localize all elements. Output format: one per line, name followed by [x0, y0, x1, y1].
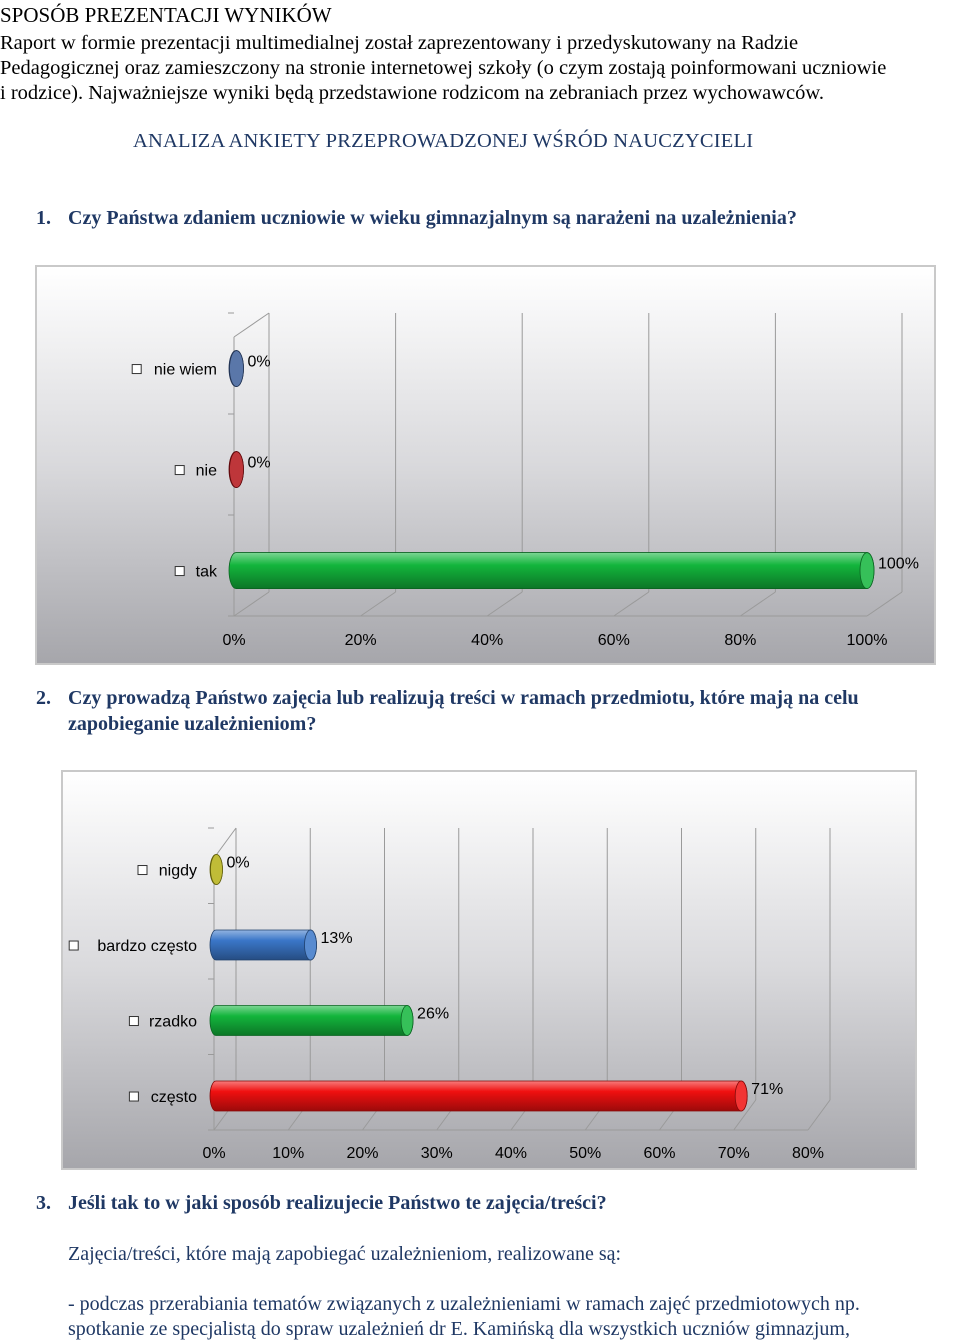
x-tick-label: 80%	[791, 1145, 825, 1162]
category-label: bardzo często	[97, 938, 197, 956]
answer-3-line-1: - podczas przerabiania tematów związanych z uzależnieniami w ramach zajęć przedmiotowych np.	[68, 1293, 860, 1315]
data-label: 0%	[247, 353, 271, 371]
intro-line-2: Pedagogicznej oraz zamieszczony na stronie internetowej szkoły (o czym zostają poinformowani uczniowie	[0, 57, 887, 79]
bar-cap	[230, 351, 244, 387]
chart-2	[61, 770, 917, 1170]
question-1-number: 1.	[36, 207, 51, 229]
question-1-text: Czy Państwa zdaniem uczniowie w wieku gimnazjalnym są narażeni na uzależnienia?	[68, 207, 797, 229]
legend-marker	[129, 1092, 138, 1101]
x-tick-label: 0%	[222, 632, 246, 649]
category-label: nie wiem	[153, 361, 217, 379]
bar-cap	[860, 553, 874, 589]
x-tick-label: 20%	[346, 1145, 379, 1162]
category-label: często	[150, 1089, 197, 1107]
x-tick-label: 0%	[202, 1145, 226, 1162]
bar-cap	[211, 855, 223, 885]
answer-3-line-2: spotkanie ze specjalistą do spraw uzależnień dr E. Kamińską dla wszystkich uczniów gimnazjum,	[68, 1318, 850, 1340]
legend-marker	[69, 941, 78, 950]
question-2-number: 2.	[36, 687, 51, 709]
x-tick-label: 40%	[494, 1145, 528, 1162]
x-tick-label: 20%	[344, 632, 377, 649]
question-3-text: Jeśli tak to w jaki sposób realizujecie Państwo te zajęcia/treści?	[68, 1192, 607, 1214]
intro-line-3: i rodzice). Najważniejsze wyniki będą przedstawione rodzicom na zebraniach przez wychowawców.	[0, 82, 824, 104]
bar	[210, 1006, 413, 1036]
legend-marker	[129, 1017, 138, 1026]
data-label: 100%	[878, 555, 919, 573]
bar	[210, 930, 317, 960]
data-label: 0%	[247, 454, 271, 472]
answer-3-intro: Zajęcia/treści, które mają zapobiegać uzależnieniom, realizowane są:	[68, 1243, 622, 1265]
question-3	[36, 1192, 607, 1215]
x-tick-label: 100%	[846, 632, 888, 649]
question-2-continued: zapobieganie uzależnieniom?	[68, 713, 317, 735]
category-label: nie	[195, 462, 217, 480]
question-2-text: Czy prowadzą Państwo zajęcia lub realizują treści w ramach przedmiotu, które mają na celu	[68, 687, 859, 709]
category-label: rzadko	[148, 1013, 197, 1031]
question-1	[36, 207, 797, 230]
legend-marker	[175, 466, 184, 475]
bar-cap	[735, 1081, 747, 1111]
bar-cap	[230, 452, 244, 488]
x-tick-label: 60%	[643, 1145, 676, 1162]
x-tick-label: 40%	[471, 632, 504, 649]
x-tick-label: 60%	[597, 632, 630, 649]
category-label: nigdy	[158, 862, 197, 880]
bar	[210, 1081, 747, 1111]
x-tick-label: 10%	[272, 1145, 305, 1162]
chart-1	[35, 265, 936, 665]
question-3-number: 3.	[36, 1192, 51, 1214]
bar-cap	[401, 1006, 413, 1036]
intro-line-1: Raport w formie prezentacji multimedialnej został zaprezentowany i przedyskutowany na Radzie	[0, 32, 799, 54]
x-tick-label: 50%	[569, 1145, 602, 1162]
x-tick-label: 80%	[724, 632, 757, 649]
intro-title: SPOSÓB PREZENTACJI WYNIKÓW	[0, 3, 332, 27]
data-label: 0%	[226, 854, 250, 872]
bar	[229, 553, 874, 589]
legend-marker	[175, 567, 184, 576]
chart-2-svg	[63, 772, 915, 1168]
section-heading: ANALIZA ANKIETY PRZEPROWADZONEJ WŚRÓD NAUCZYCIELI	[133, 130, 754, 152]
category-label: tak	[195, 563, 217, 581]
data-label: 13%	[320, 930, 353, 948]
data-label: 71%	[751, 1081, 784, 1099]
chart-1-svg	[37, 267, 934, 663]
bar-cap	[305, 930, 317, 960]
chart-background	[37, 267, 934, 663]
data-label: 26%	[417, 1005, 450, 1023]
legend-marker	[132, 365, 141, 374]
question-2	[36, 687, 859, 710]
x-tick-label: 30%	[420, 1145, 453, 1162]
legend-marker	[138, 866, 147, 875]
x-tick-label: 70%	[717, 1145, 750, 1162]
